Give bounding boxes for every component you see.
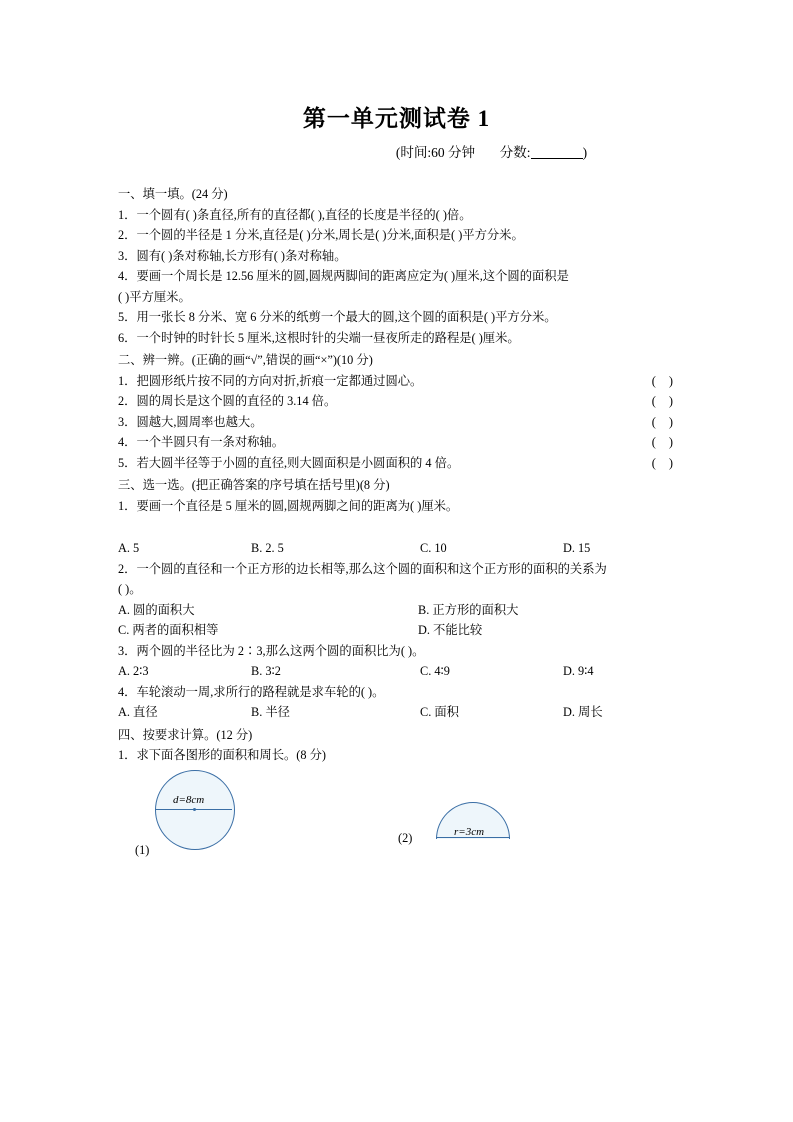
option-3-3-b[interactable]: B. 3∶2 bbox=[251, 664, 281, 678]
radius-label: r=3cm bbox=[454, 825, 485, 838]
score-blank[interactable] bbox=[531, 158, 583, 159]
question-3-3-options bbox=[118, 661, 678, 682]
option-3-3-a[interactable]: A. 2∶3 bbox=[118, 664, 149, 678]
question-3-1-stem: 1．要画一个直径是 5 厘米的圆,圆规两脚之间的距离为( )厘米。 bbox=[118, 498, 459, 513]
question-3-2-stem-cont: ( )。 bbox=[118, 582, 142, 596]
section-heading-2: 二、辨一辨。(正确的画“√”,错误的画“×”)(10 分) bbox=[118, 353, 373, 367]
section-heading-4: 四、按要求计算。(12 分) bbox=[118, 727, 253, 742]
figure-2-number: (2) bbox=[398, 830, 413, 845]
question-3-2-options-row2 bbox=[118, 620, 678, 641]
exam-body bbox=[118, 182, 678, 864]
option-3-4-b[interactable]: B. 半径 bbox=[251, 705, 290, 719]
question-2-3-text: 3．圆越大,圆周率也越大。 bbox=[118, 414, 263, 429]
question-2-2 bbox=[118, 391, 678, 412]
exam-meta-close: ) bbox=[582, 145, 588, 160]
figure-1 bbox=[135, 768, 305, 860]
question-1-4-cont: ( )平方厘米。 bbox=[118, 289, 191, 304]
question-3-4-options bbox=[118, 702, 678, 723]
question-3-2-options-row1 bbox=[118, 600, 678, 621]
question-1-5: 5．用一张长 8 分米、宽 6 分米的纸剪一个最大的圆,这个圆的面积是( )平方分米。 bbox=[118, 310, 557, 324]
question-2-5-answer-box[interactable]: ( ) bbox=[651, 455, 678, 470]
option-3-4-d[interactable]: D. 周长 bbox=[563, 705, 603, 719]
question-2-3-answer-box[interactable]: ( ) bbox=[651, 414, 678, 429]
question-1-3: 3．圆有( )条对称轴,长方形有( )条对称轴。 bbox=[118, 248, 347, 263]
question-2-2-answer-box[interactable]: ( ) bbox=[651, 394, 678, 408]
option-3-3-c[interactable]: C. 4∶9 bbox=[420, 664, 450, 678]
option-3-3-d[interactable]: D. 9∶4 bbox=[563, 664, 594, 678]
option-3-4-a[interactable]: A. 直径 bbox=[118, 705, 158, 719]
question-1-4: 4．要画一个周长是 12.56 厘米的圆,圆规两脚间的距离应定为( )厘米,这个圆的面积是 bbox=[118, 269, 569, 283]
exam-score-label: 分数: bbox=[499, 145, 531, 160]
option-3-2-c[interactable]: C. 两者的面积相等 bbox=[118, 623, 219, 637]
question-3-4-stem: 4．车轮滚动一周,求所行的路程就是求车轮的( )。 bbox=[118, 684, 385, 699]
option-3-1-b[interactable]: B. 2. 5 bbox=[251, 541, 284, 555]
option-3-1-c[interactable]: C. 10 bbox=[420, 541, 447, 555]
question-2-5-text: 5．若大圆半径等于小圆的直径,则大圆面积是小圆面积的 4 倍。 bbox=[118, 455, 460, 470]
question-2-4-answer-box[interactable]: ( ) bbox=[651, 435, 678, 449]
question-2-1-answer-box[interactable]: ( ) bbox=[651, 373, 678, 388]
question-3-3-stem: 3．两个圆的半径比为 2∶3,那么这两个圆的面积比为( )。 bbox=[118, 643, 425, 658]
question-4-1: 1．求下面各图形的面积和周长。(8 分) bbox=[118, 748, 327, 762]
question-2-4 bbox=[118, 432, 678, 453]
exam-meta bbox=[0, 141, 793, 161]
exam-time: (时间:60 分钟 bbox=[395, 145, 476, 160]
question-2-3 bbox=[118, 412, 678, 433]
question-2-1-text: 1．把圆形纸片按不同的方向对折,折痕一定都通过圆心。 bbox=[118, 373, 423, 388]
question-2-2-text: 2．圆的周长是这个圆的直径的 3.14 倍。 bbox=[118, 394, 337, 408]
question-2-1 bbox=[118, 371, 678, 392]
option-3-1-d[interactable]: D. 15 bbox=[563, 541, 591, 555]
question-1-6: 6．一个时钟的时针长 5 厘米,这根时针的尖端一昼夜所走的路程是( )厘米。 bbox=[118, 330, 520, 345]
question-3-2-stem: 2．一个圆的直径和一个正方形的边长相等,那么这个圆的面积和这个正方形的面积的关系为 bbox=[118, 561, 607, 576]
option-3-2-b[interactable]: B. 正方形的面积大 bbox=[418, 602, 519, 617]
option-3-2-d[interactable]: D. 不能比较 bbox=[418, 623, 483, 637]
option-3-1-a[interactable]: A. 5 bbox=[118, 541, 140, 555]
figure-1-number: (1) bbox=[135, 842, 150, 857]
question-1-2: 2．一个圆的半径是 1 分米,直径是( )分米,周长是( )分米,面积是( )平方分米。 bbox=[118, 228, 524, 242]
section-heading-3: 三、选一选。(把正确答案的序号填在括号里)(8 分) bbox=[118, 478, 390, 492]
question-2-5 bbox=[118, 453, 678, 474]
diameter-label: d=8cm bbox=[173, 793, 205, 806]
figure-2 bbox=[398, 780, 598, 860]
figures-area bbox=[118, 768, 678, 864]
question-1-1: 1．一个圆有( )条直径,所有的直径都( ),直径的长度是半径的( )倍。 bbox=[118, 207, 472, 222]
option-3-2-a[interactable]: A. 圆的面积大 bbox=[118, 602, 195, 617]
question-2-4-text: 4．一个半圆只有一条对称轴。 bbox=[118, 435, 285, 449]
section-heading-1: 一、填一填。(24 分) bbox=[118, 187, 228, 201]
page-title: 第一单元测试卷 1 bbox=[302, 106, 491, 131]
spacer-after-3-1 bbox=[118, 516, 678, 538]
question-3-1-options bbox=[118, 538, 678, 559]
option-3-4-c[interactable]: C. 面积 bbox=[420, 705, 459, 719]
